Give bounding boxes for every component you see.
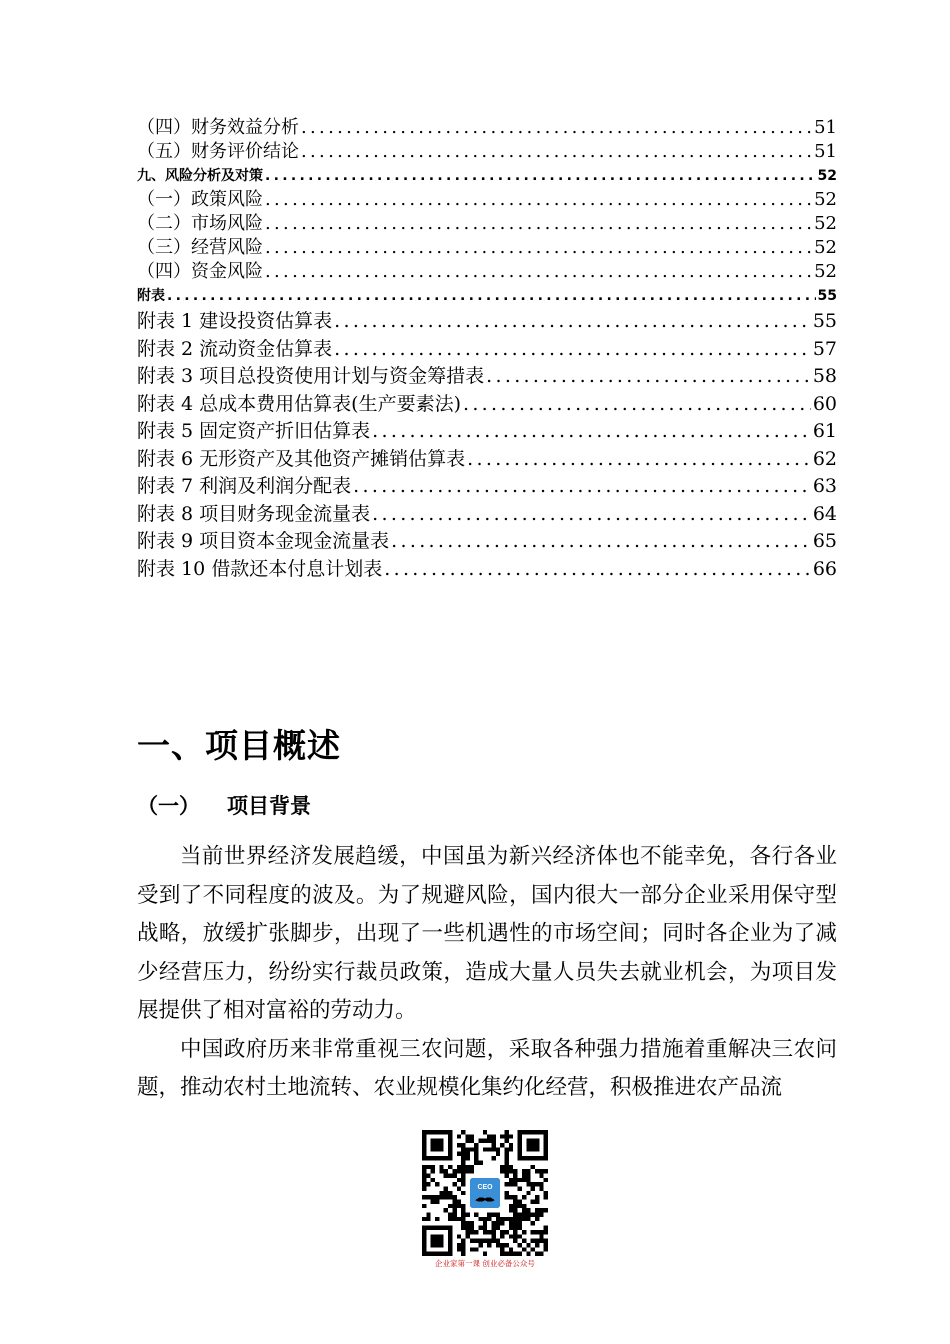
toc-leader-dots	[265, 236, 812, 260]
toc-entry-page: 55	[817, 288, 837, 304]
toc-entry[interactable]	[137, 418, 837, 446]
toc-leader-dots	[167, 284, 816, 308]
toc-entry-page: 62	[812, 447, 837, 470]
toc-entry[interactable]	[137, 556, 837, 584]
paragraph: 当前世界经济发展趋缓，中国虽为新兴经济体也不能幸免，各行各业受到了不同程度的波及。为了规避风险，国内很大一部分企业采用保守型战略，放缓扩张脚步，出现了一些机遇性的市场空间；同时各企业为了减少经营压力，纷纷实行裁员政策，造成大量人员失去就业机会，为项目发展提供了相对富裕的劳动力。	[137, 844, 837, 1023]
toc-entry-title: （一）政策风险	[137, 189, 263, 210]
toc-entry[interactable]	[137, 308, 837, 336]
toc-entry-title: （二）市场风险	[137, 213, 263, 234]
qr-caption: 企业家第一课 创业必备公众号	[435, 1259, 535, 1268]
toc-entry-page: 60	[812, 392, 837, 415]
toc-entry[interactable]	[137, 473, 837, 501]
toc-entry-title: （四）资金风险	[137, 261, 263, 282]
toc-entry[interactable]	[137, 528, 837, 556]
toc-leader-dots	[486, 363, 811, 391]
toc-leader-dots	[372, 501, 811, 529]
toc-entry-page: 55	[812, 310, 837, 332]
table-of-contents	[137, 116, 837, 583]
toc-entry-title: 附表	[137, 288, 165, 304]
toc-entry-title: 附表 5 固定资产折旧估算表	[137, 420, 371, 442]
toc-entry-page: 66	[812, 557, 837, 580]
toc-entry-page: 51	[814, 117, 837, 138]
toc-leader-dots	[334, 336, 811, 364]
toc-entry[interactable]	[137, 212, 837, 236]
toc-leader-dots	[353, 473, 811, 501]
toc-entry-page: 52	[814, 261, 837, 282]
toc-entry[interactable]	[137, 391, 837, 419]
toc-entry-title: （三）经营风险	[137, 237, 263, 258]
toc-entry-title: 附表 1 建设投资估算表	[137, 310, 333, 332]
toc-entry-title: 附表 6 无形资产及其他资产摊销估算表	[137, 447, 466, 470]
toc-entry[interactable]	[137, 260, 837, 284]
toc-entry-page: 52	[817, 168, 837, 184]
toc-leader-dots	[265, 164, 816, 188]
toc-entry[interactable]	[137, 188, 837, 212]
paragraph: 中国政府历来非常重视三农问题，采取各种强力措施着重解决三农问题，推动农村土地流转、农业规模化集约化经营，积极推进农产品流	[137, 1036, 837, 1100]
toc-entry[interactable]	[137, 236, 837, 260]
toc-leader-dots	[301, 140, 812, 164]
toc-leader-dots	[384, 556, 811, 584]
section-heading: 一、项目概述	[137, 726, 341, 765]
toc-leader-dots	[265, 188, 812, 212]
toc-entry-page: 63	[812, 475, 837, 497]
toc-entry-title: 附表 3 项目总投资使用计划与资金筹措表	[137, 365, 485, 387]
toc-leader-dots	[265, 260, 812, 284]
toc-leader-dots	[265, 212, 812, 236]
toc-entry[interactable]	[137, 284, 837, 308]
toc-entry-title: 附表 7 利润及利润分配表	[137, 475, 352, 497]
toc-entry-page: 52	[814, 237, 837, 258]
toc-leader-dots	[463, 391, 811, 419]
subsection-heading	[137, 790, 311, 820]
body-text	[137, 838, 837, 1108]
toc-entry-title: 附表 4 总成本费用估算表(生产要素法)	[137, 392, 461, 415]
subsection-number: （一）	[137, 794, 200, 818]
toc-entry[interactable]	[137, 116, 837, 140]
toc-leader-dots	[334, 308, 811, 336]
toc-entry-page: 65	[812, 530, 837, 552]
toc-entry-title: （五）财务评价结论	[137, 141, 299, 162]
toc-leader-dots	[301, 116, 812, 140]
toc-entry-title: 附表 10 借款还本付息计划表	[137, 557, 383, 580]
toc-entry-page: 52	[814, 189, 837, 210]
toc-leader-dots	[372, 418, 811, 446]
qr-code	[422, 1130, 548, 1256]
toc-entry-page: 52	[814, 213, 837, 234]
toc-entry[interactable]	[137, 140, 837, 164]
toc-entry[interactable]	[137, 501, 837, 529]
toc-entry[interactable]	[137, 446, 837, 474]
toc-entry-title: 附表 8 项目财务现金流量表	[137, 502, 371, 525]
qr-logo-text: CEO	[477, 1184, 493, 1192]
toc-entry-page: 61	[812, 420, 837, 442]
toc-entry-title: 九、风险分析及对策	[137, 168, 263, 184]
subsection-title: 项目背景	[227, 794, 311, 818]
toc-entry[interactable]	[137, 363, 837, 391]
toc-leader-dots	[467, 446, 811, 474]
toc-entry-title: 附表 9 项目资本金现金流量表	[137, 530, 390, 552]
toc-entry-page: 64	[812, 502, 837, 525]
toc-entry[interactable]	[137, 336, 837, 364]
toc-entry-page: 57	[812, 337, 837, 360]
toc-entry-page: 58	[812, 365, 837, 387]
toc-entry[interactable]	[137, 164, 837, 188]
toc-entry-title: （四）财务效益分析	[137, 117, 299, 138]
toc-entry-title: 附表 2 流动资金估算表	[137, 337, 333, 360]
toc-entry-page: 51	[814, 141, 837, 162]
toc-leader-dots	[391, 528, 811, 556]
